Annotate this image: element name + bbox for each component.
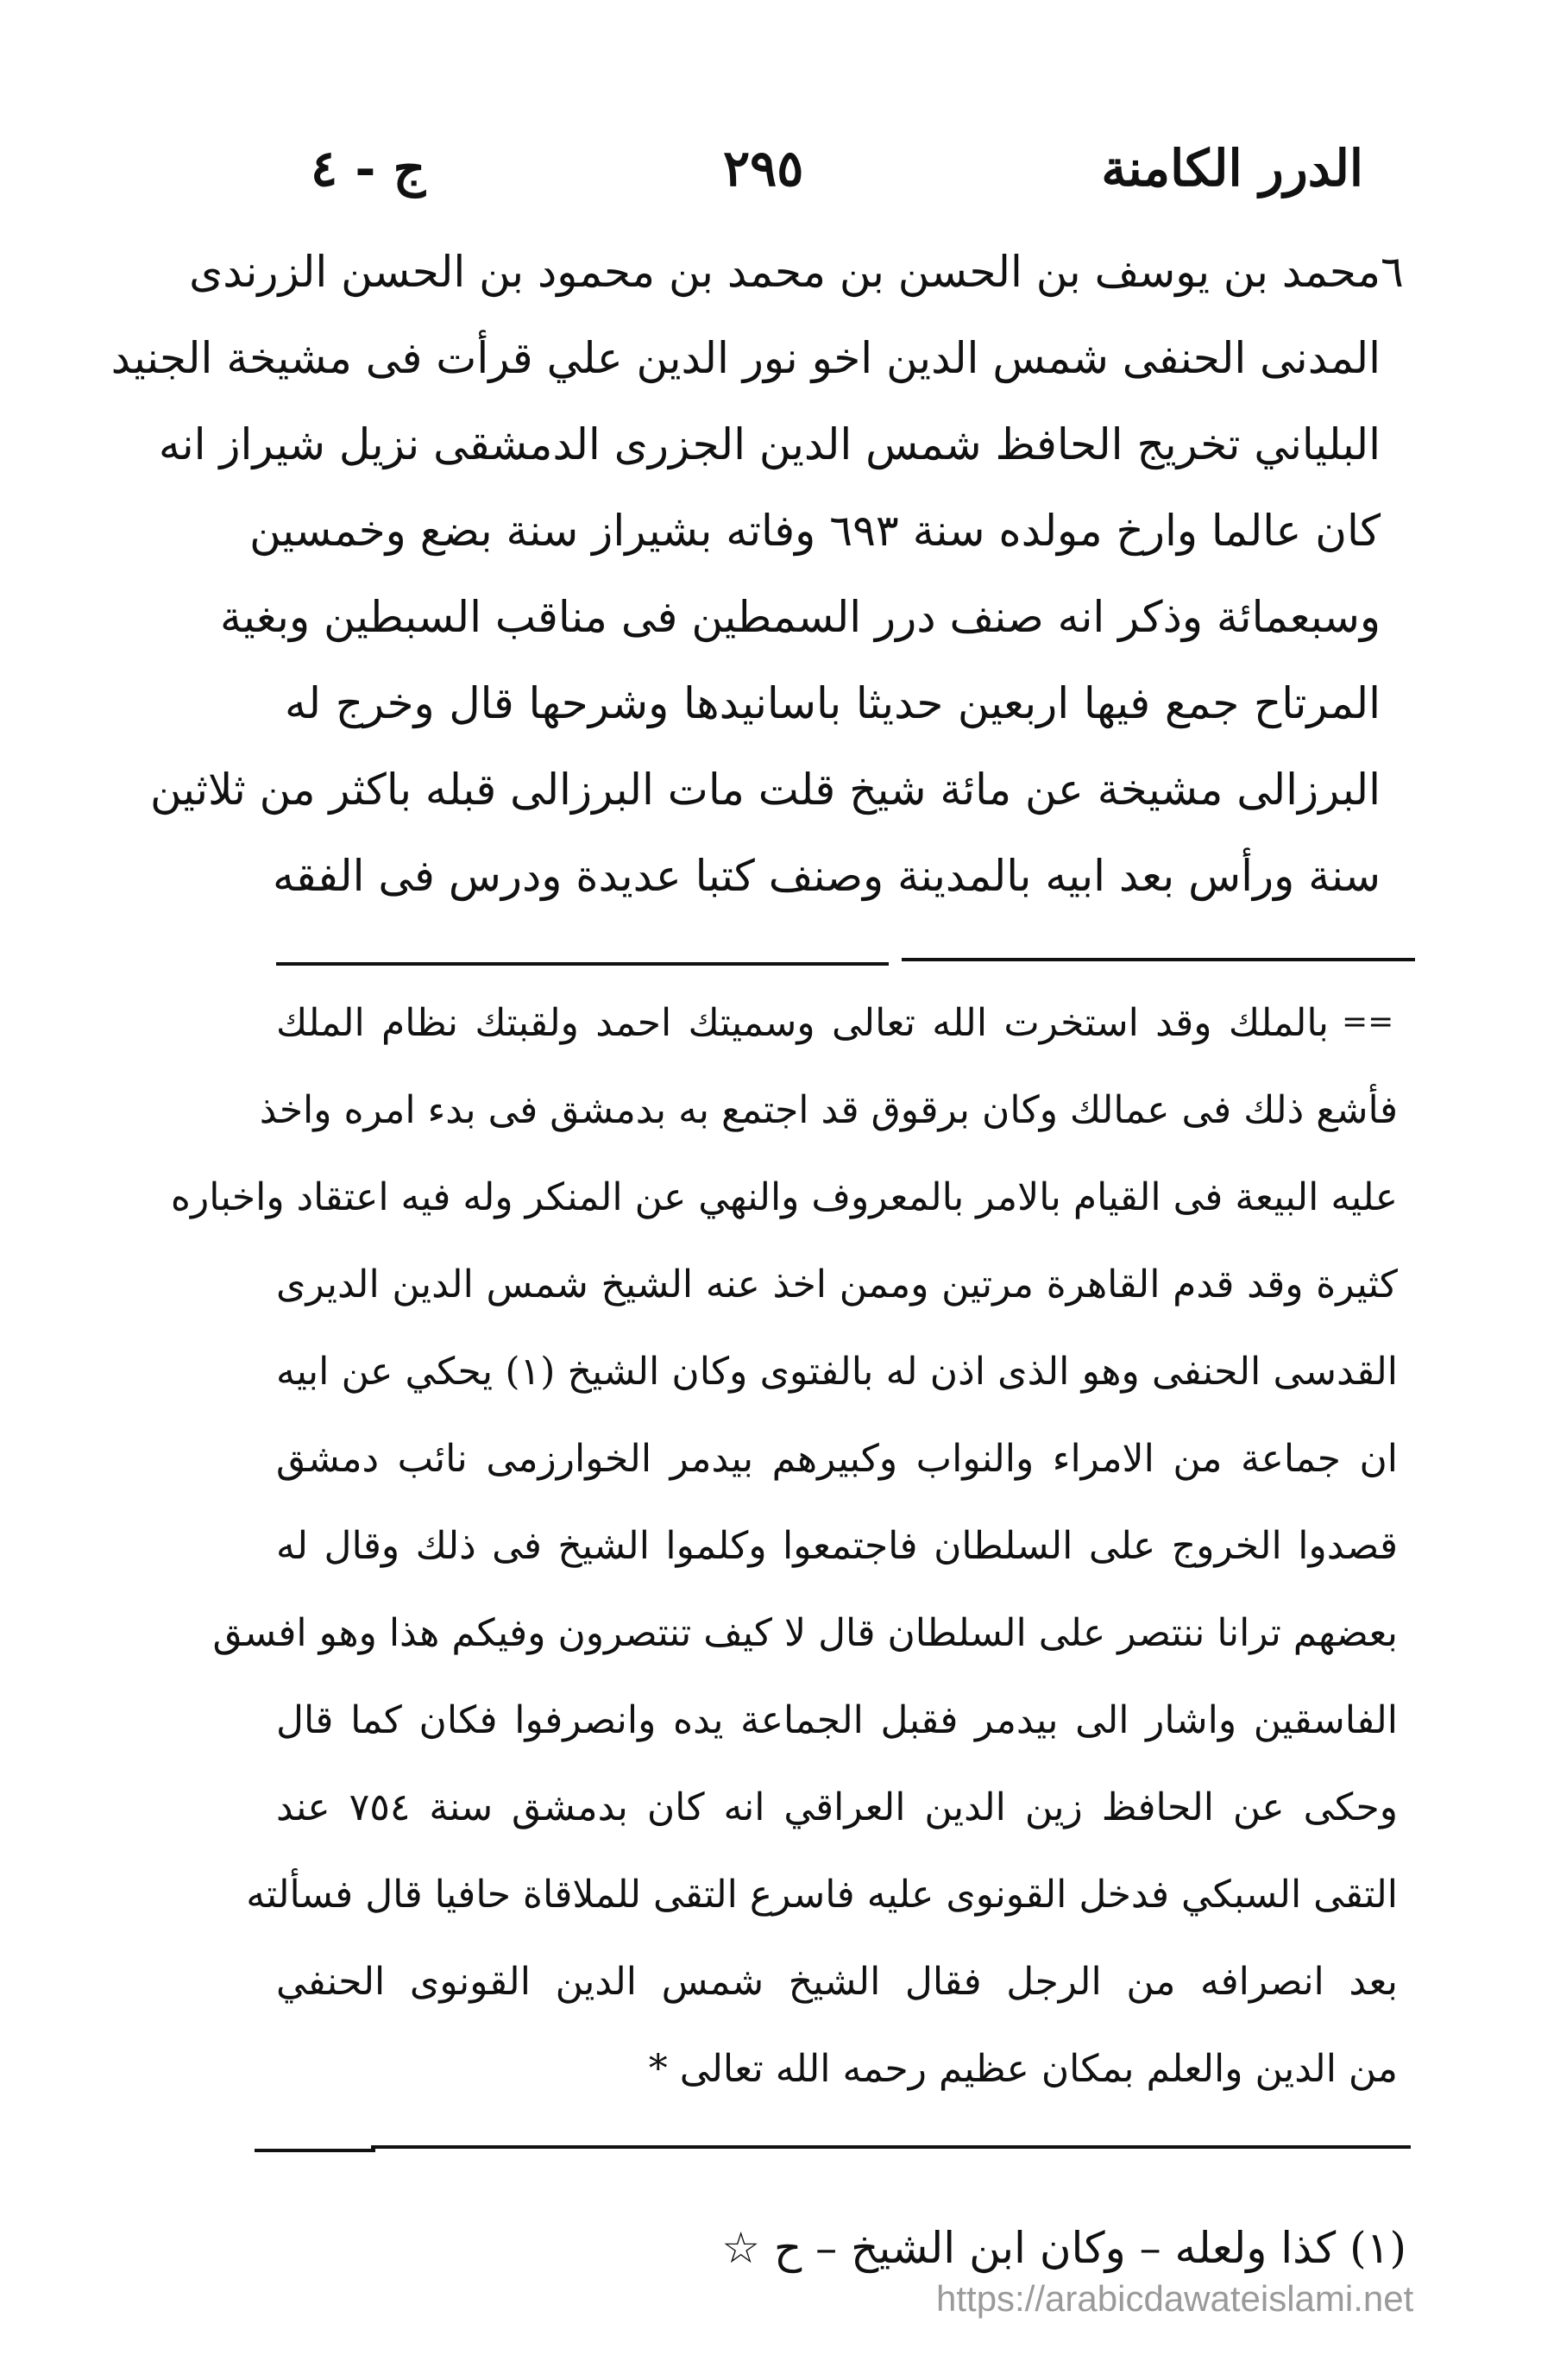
biography-entry [110,229,1381,919]
text-line: سنة ورأس بعد ابيه بالمدينة وصنف كتبا عديدة ودرس فى الفقه [272,851,1381,901]
text-line: البلياني تخريج الحافظ شمس الدين الجزرى الدمشقى نزيل شيراز انه [158,419,1381,469]
page-header [311,129,1363,207]
text-line: بعضهم ترانا ننتصر على السلطان قال لا كيف تنتصرون وفيكم هذا وهو افسق [212,1611,1398,1655]
text-line: محمد بن يوسف بن الحسن بن محمد بن محمود بن الحسن الزرندى [189,247,1381,297]
page-number: ٢٩٥ [723,139,804,198]
text-line: كثيرة وقد قدم القاهرة مرتين وممن اخذ عنه الشيخ شمس الدين الديرى [276,1262,1398,1306]
text-line: القدسى الحنفى وهو الذى اذن له بالفتوى وكان الشيخ (١) يحكي عن ابيه [276,1350,1398,1394]
text-line: التقى السبكي فدخل القونوى عليه فاسرع التقى للملاقاة حافيا قال فسألته [246,1873,1398,1917]
text-line: عليه البيعة فى القيام بالامر بالمعروف والنهي عن المنكر وله فيه اعتقاد واخباره [170,1175,1398,1219]
text-line: وسبعمائة وذكر انه صنف درر السمطين فى مناقب السبطين وبغية [220,592,1381,642]
book-title: الدرر الكامنة [1101,139,1363,198]
text-line: فأشع ذلك فى عمالك وكان برقوق قد اجتمع به بدمشق فى بدء امره واخذ [259,1088,1398,1132]
footnote-rule-left [255,2149,375,2152]
footnote: (١) كذا ولعله – وكان ابن الشيخ – ح ☆ [721,2223,1406,2273]
text-line: كان عالما وارخ مولده سنة ٦٩٣ وفاته بشيراز سنة بضع وخمسين [249,506,1381,556]
text-line: ان جماعة من الامراء والنواب وكبيرهم بيدمر الخوارزمى نائب دمشق [276,1437,1398,1481]
volume-label: ج - ٤ [311,139,426,198]
text-line: المدنى الحنفى شمس الدين اخو نور الدين علي قرأت فى مشيخة الجنيد [110,333,1381,383]
watermark-url: https://arabicdawateislami.net [936,2278,1414,2319]
text-line: البرزالى مشيخة عن مائة شيخ قلت مات البرزالى قبله باكثر من ثلاثين [149,765,1381,815]
text-line: قصدوا الخروج على السلطان فاجتمعوا وكلموا الشيخ فى ذلك وقال له [276,1524,1399,1568]
continuation-text [170,979,1399,2112]
text-line: من الدين والعلم بمكان عظيم رحمه الله تعالى * [648,2047,1398,2091]
text-line: المرتاح جمع فيها اربعين حديثا باسانيدها وشرحها قال وخرج له [285,678,1381,728]
separator-rule-left [276,962,889,966]
text-line: بعد انصرافه من الرجل فقال الشيخ شمس الدين القونوى الحنفي [276,1960,1399,2004]
entry-number: ٦ [1381,247,1404,297]
text-line: وحكى عن الحافظ زين الدين العراقي انه كان بدمشق سنة ٧٥٤ عند [276,1785,1398,1829]
continuation-marker: == [1342,1004,1394,1040]
text-line: الفاسقين واشار الى بيدمر فقبل الجماعة يده وانصرفوا فكان كما قال [276,1698,1398,1742]
separator-rule-right [902,958,1415,961]
text-line: بالملك وقد استخرت الله تعالى وسميتك احمد ولقبتك نظام الملك [276,1001,1330,1045]
footnote-rule-right [371,2145,1411,2149]
